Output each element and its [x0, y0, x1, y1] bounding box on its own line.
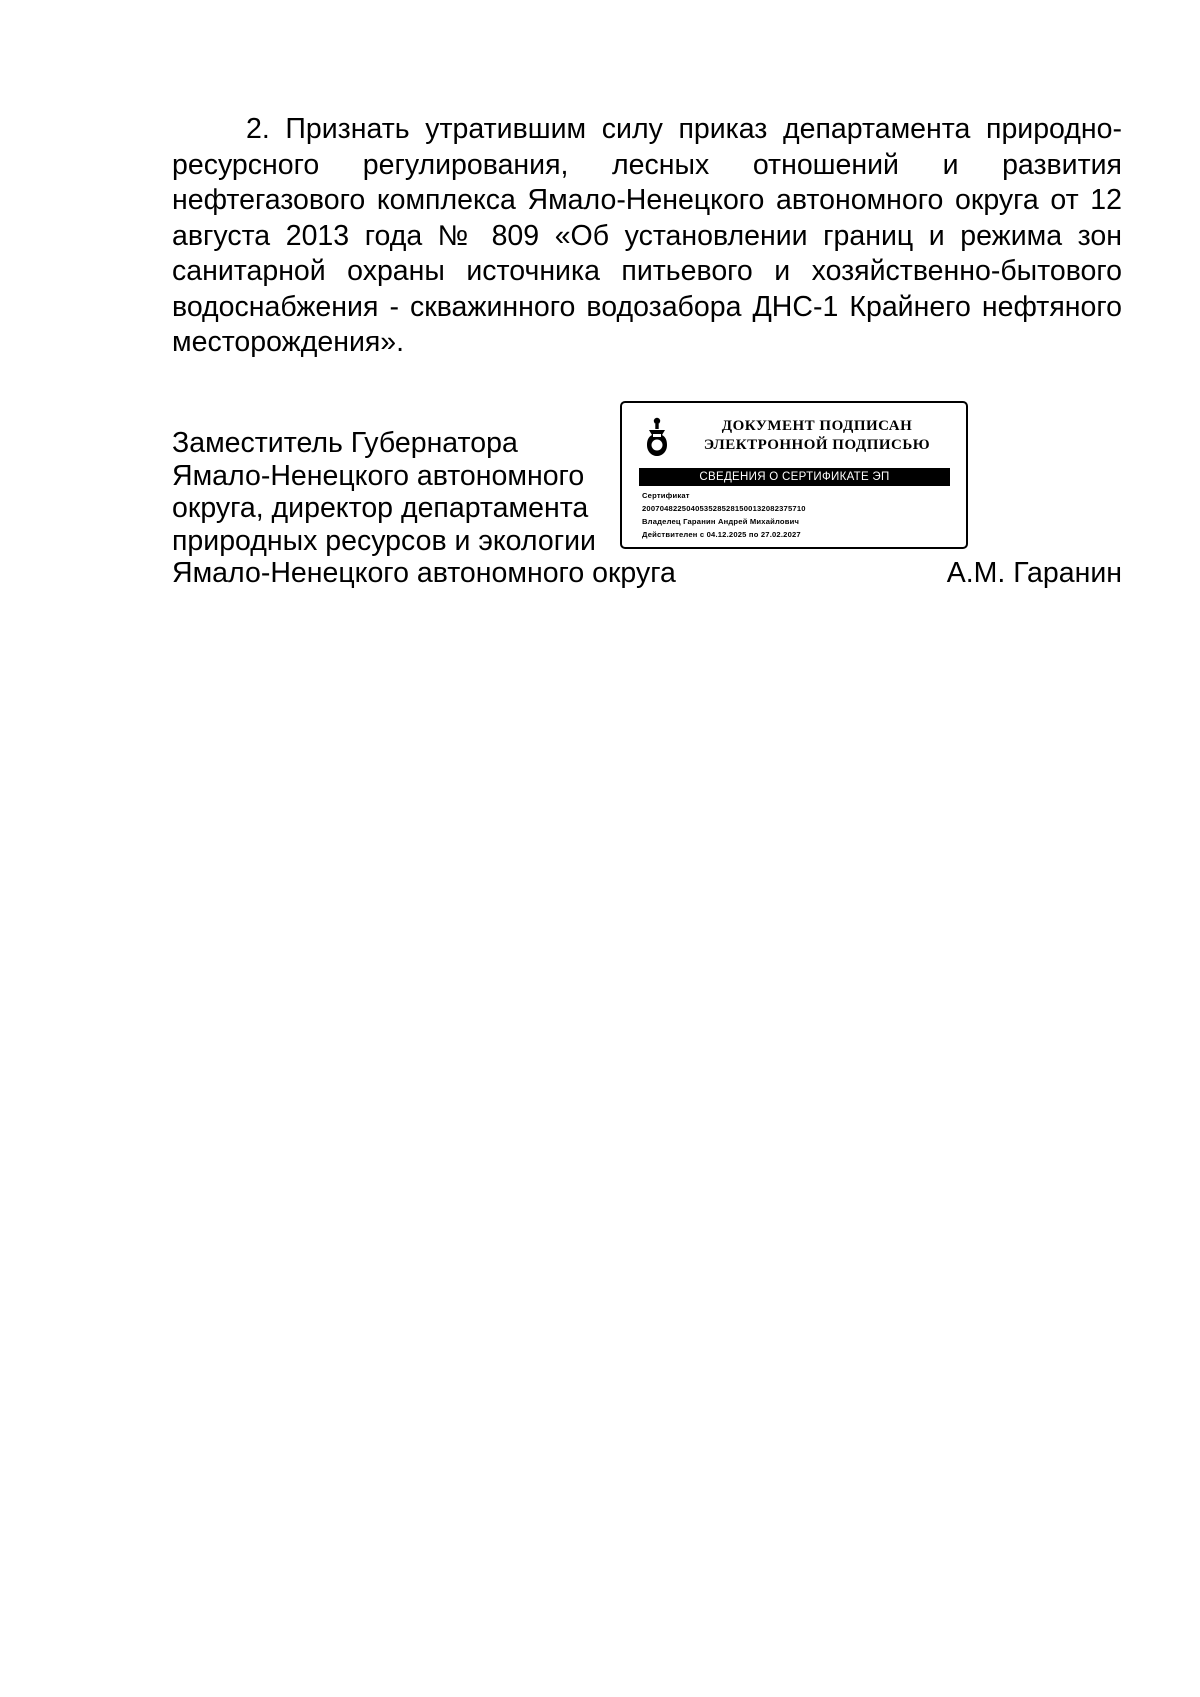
certificate-label: Сертификат	[642, 491, 690, 500]
electronic-signature-stamp	[620, 401, 968, 549]
signer-position-line-1: Заместитель Губернатора	[172, 427, 518, 459]
certificate-owner: Владелец Гаранин Андрей Михайлович	[642, 517, 800, 526]
stamp-title-line-2: ЭЛЕКТРОННОЙ ПОДПИСЬЮ	[703, 437, 931, 453]
signer-position-line-3: округа, директор департамента	[172, 492, 589, 524]
signer-position-line-2: Ямало-Ненецкого автономного	[172, 459, 585, 492]
certificate-number: 2007048225040535285281500132082375710	[642, 504, 806, 513]
certificate-details	[642, 489, 962, 541]
signer-position-line-5: Ямало-Ненецкого автономного округа	[172, 557, 676, 589]
certificate-validity: Действителен с 04.12.2025 по 27.02.2027	[642, 530, 801, 539]
signer-name: А.М. Гаранин	[946, 557, 1122, 589]
main-paragraph: 2. Признать утратившим силу приказ департамента природно-ресурсного регулирования, лесных отношений и развития нефтегазового комплекса Ямало-Ненецкого автономного округа от 12 августа 2013 года № 809 «Об установлении границ и режима зон санитарной охраны источника питьевого и хозяйственно-бытового водоснабжения - скважинного водозабора ДНС-1 Крайнего нефтяного месторождения».	[172, 113, 1122, 358]
yamal-emblem-icon	[646, 417, 668, 457]
signer-position-line-4: природных ресурсов и экологии	[172, 524, 596, 557]
stamp-title-line-1: ДОКУМЕНТ ПОДПИСАН	[721, 418, 913, 434]
certificate-info-bar: СВЕДЕНИЯ О СЕРТИФИКАТЕ ЭП	[639, 468, 950, 486]
stamp-title	[682, 417, 952, 455]
